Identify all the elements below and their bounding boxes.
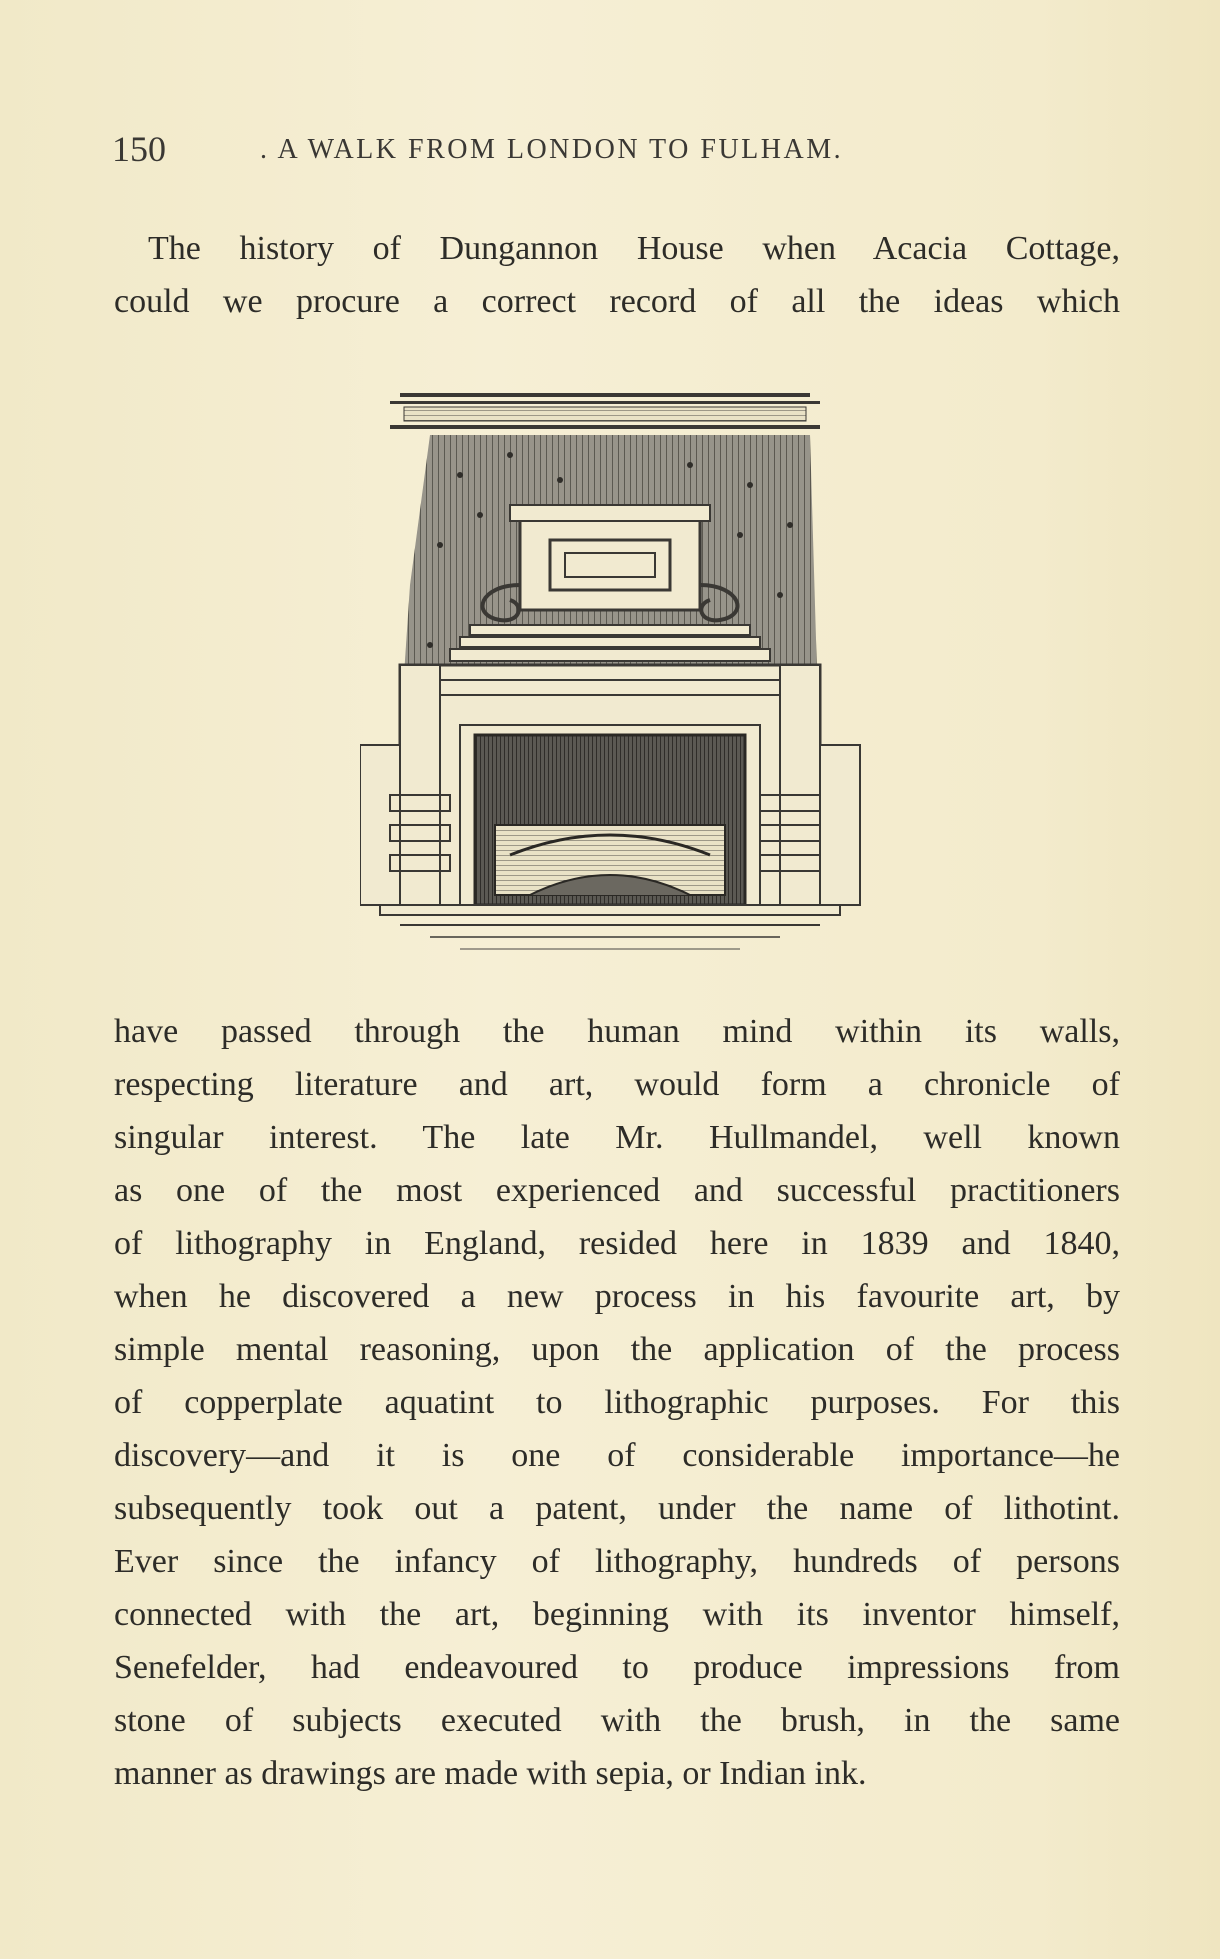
text-line: The history of Dungannon House when Acacia Cottage, — [148, 230, 1120, 267]
text-line: of lithography in England, resided here in 1839 and 1840, — [114, 1225, 1120, 1262]
paragraph-intro — [114, 222, 1120, 328]
fireplace-engraving-icon — [360, 385, 880, 975]
fireplace-illustration — [360, 385, 880, 975]
text-line: Ever since the infancy of lithography, hundreds of persons — [114, 1543, 1120, 1580]
page-number: 150 — [112, 129, 166, 169]
text-line: Senefelder, had endeavoured to produce impressions from — [114, 1649, 1120, 1686]
text-line: subsequently took out a patent, under the name of lithotint. — [114, 1490, 1120, 1527]
text-line: stone of subjects executed with the brush, in the same — [114, 1702, 1120, 1739]
text-line: discovery—and it is one of considerable importance—he — [114, 1437, 1120, 1474]
page-header — [112, 128, 1112, 178]
text-line: connected with the art, beginning with its inventor himself, — [114, 1596, 1120, 1633]
text-line: as one of the most experienced and successful practitioners — [114, 1172, 1120, 1209]
text-line: could we procure a correct record of all the ideas which — [114, 283, 1120, 320]
text-line: have passed through the human mind within its walls, — [114, 1013, 1120, 1050]
running-head: . A WALK FROM LONDON TO FULHAM. — [260, 134, 844, 165]
paragraph-main — [114, 1005, 1120, 1800]
text-line: singular interest. The late Mr. Hullmandel, well known — [114, 1119, 1120, 1156]
text-line: of copperplate aquatint to lithographic purposes. For this — [114, 1384, 1120, 1421]
text-line: manner as drawings are made with sepia, or Indian ink. — [114, 1755, 867, 1792]
text-line: respecting literature and art, would form a chronicle of — [114, 1066, 1120, 1103]
text-line: when he discovered a new process in his favourite art, by — [114, 1278, 1120, 1315]
text-line: simple mental reasoning, upon the application of the process — [114, 1331, 1120, 1368]
